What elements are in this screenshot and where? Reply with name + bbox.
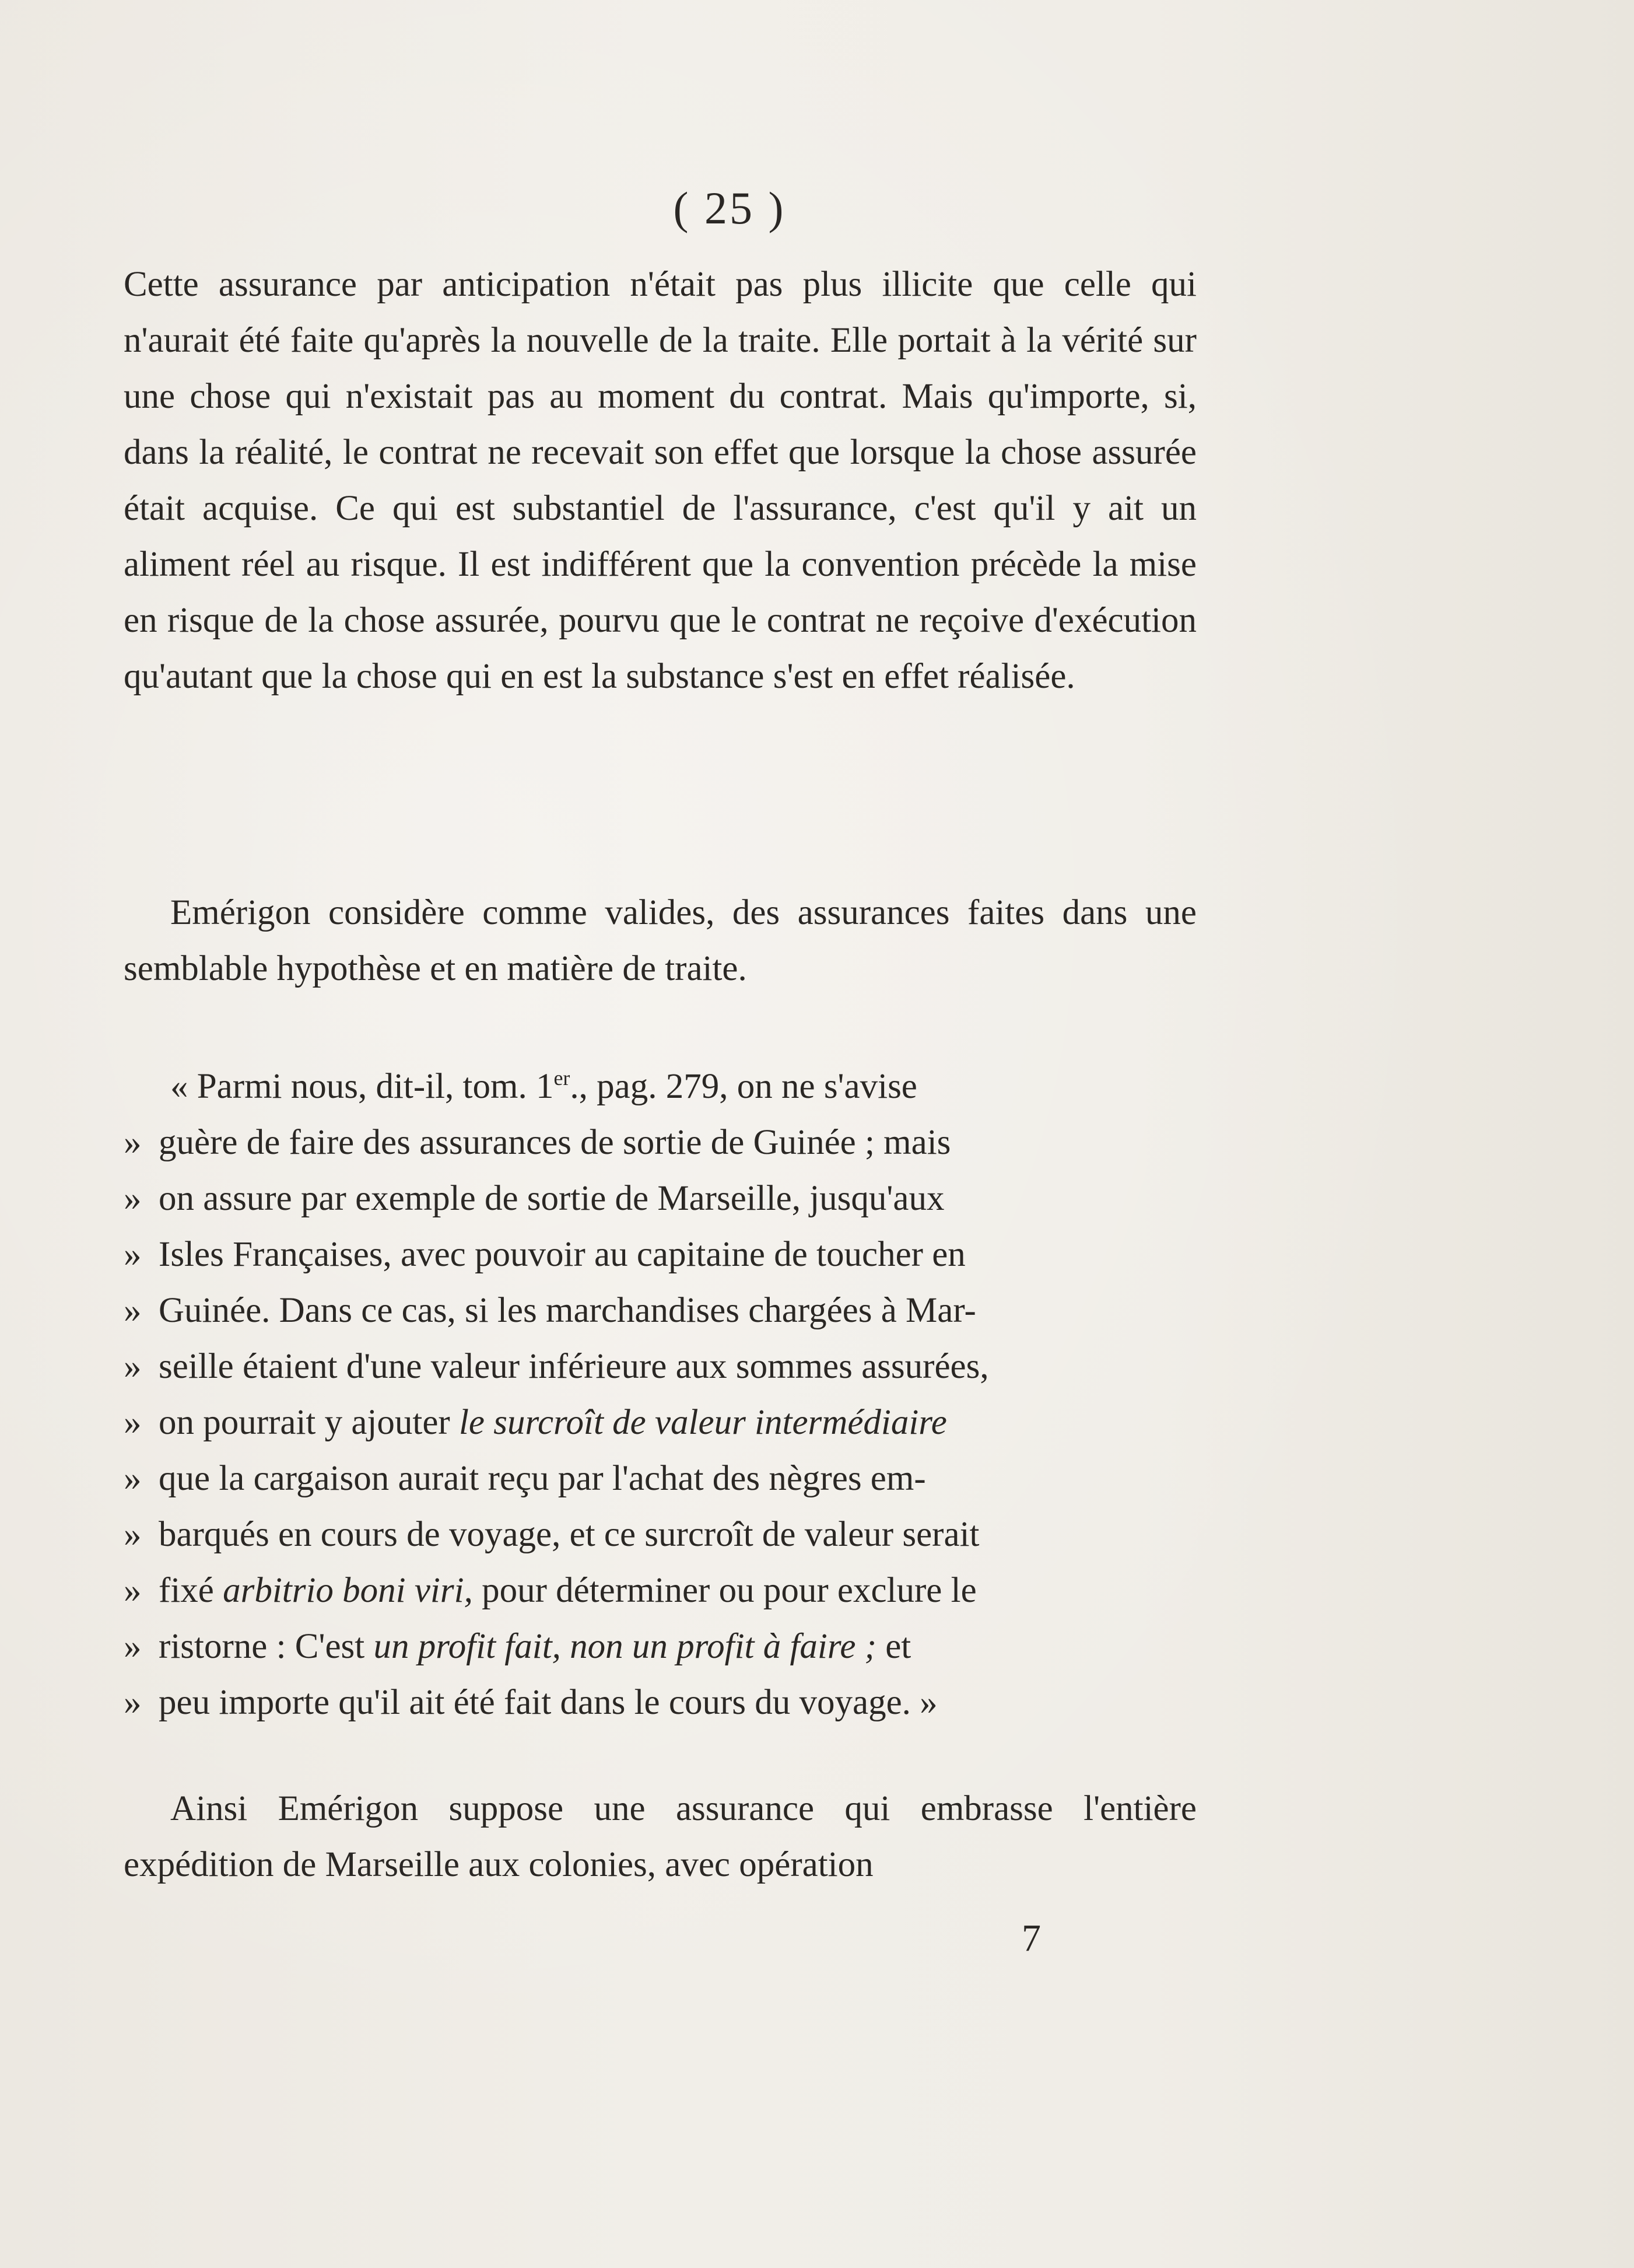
quotation-block (124, 1059, 1197, 1731)
quote-line-3-text: on assure par exemple de sortie de Marseille, jusqu'aux (159, 1179, 945, 1218)
quote-marker: » (124, 1515, 142, 1554)
paragraph-2 (124, 885, 1197, 997)
quote-line-5-text: Guinée. Dans ce cas, si les marchandises chargées à Mar- (159, 1291, 976, 1330)
quote-marker: » (124, 1459, 142, 1498)
quote-marker: » (124, 1403, 142, 1442)
quote-line-11-italic: un profit fait, non un profit à faire ; (373, 1627, 876, 1666)
quote-line-9-text: barqués en cours de voyage, et ce surcroît de valeur serait (159, 1515, 980, 1554)
paragraph-2-text: Emérigon considère comme valides, des assurances faites dans une semblable hypothèse et en matière de traite. (124, 893, 1197, 988)
page-header (0, 183, 1634, 233)
quote-line-12 (124, 1675, 1197, 1731)
quote-line-11 (124, 1619, 1197, 1675)
quote-line-1-a: « Parmi nous, dit-il, tom. 1 (170, 1067, 554, 1106)
quote-marker: » (124, 1683, 142, 1722)
quote-line-10-italic: arbitrio boni viri, (223, 1571, 473, 1610)
quote-line-4-text: Isles Françaises, avec pouvoir au capitaine de toucher en (159, 1235, 966, 1274)
quote-line-8 (124, 1451, 1197, 1507)
quote-line-1 (124, 1059, 1197, 1115)
quote-line-8-text: que la cargaison aurait reçu par l'achat des nègres em- (159, 1459, 926, 1498)
quote-line-10 (124, 1563, 1197, 1619)
paragraph-1-text: Cette assurance par anticipation n'était pas plus illicite que celle qui n'aurait été faite qu'après la nouvelle de la traite. Elle portait à la vérité sur une chose qui n'existait pas au moment du contrat. Mais qu'importe, si, dans la réalité, le contrat ne recevait son effet que lorsque la chose assurée était acquise. Ce qui est substantiel de l'assurance, c'est qu'il y ait un aliment réel au risque. Il est indifférent que la convention précède la mise en risque de la chose assurée, pourvu que le contrat ne reçoive d'exécution qu'autant que la chose qui en est la substance s'est en effet réalisée. (124, 265, 1197, 696)
quote-line-6 (124, 1339, 1197, 1395)
signature-mark: 7 (1022, 1917, 1041, 1959)
quote-line-3 (124, 1171, 1197, 1227)
quote-marker: » (124, 1347, 142, 1386)
quote-marker: » (124, 1179, 142, 1218)
quote-line-2 (124, 1115, 1197, 1171)
quote-line-9 (124, 1507, 1197, 1563)
quote-line-1-b: ., pag. 279, on ne s'avise (570, 1067, 917, 1106)
quote-marker: » (124, 1571, 142, 1610)
quote-line-11-b: et (876, 1627, 911, 1666)
quote-line-10-b: pour déterminer ou pour exclure le (472, 1571, 977, 1610)
quote-marker: » (124, 1123, 142, 1162)
quote-line-6-text: seille étaient d'une valeur inférieure aux sommes assurées, (159, 1347, 989, 1386)
paragraph-1 (124, 257, 1197, 705)
quote-line-7-a: on pourrait y ajouter (159, 1403, 459, 1442)
paragraph-4 (124, 1781, 1197, 1893)
quote-marker: » (124, 1627, 142, 1666)
quote-line-1-sup: er (553, 1066, 570, 1090)
quote-line-7-italic: le surcroît de valeur intermédiaire (458, 1403, 947, 1442)
quote-line-12-text: peu importe qu'il ait été fait dans le cours du voyage. » (159, 1683, 938, 1722)
quote-line-5 (124, 1283, 1197, 1339)
page-number: ( 25 ) (673, 183, 786, 233)
quote-line-11-a: ristorne : C'est (159, 1627, 374, 1666)
quote-line-2-text: guère de faire des assurances de sortie de Guinée ; mais (159, 1123, 951, 1162)
quote-marker: » (124, 1235, 142, 1274)
quote-line-7 (124, 1395, 1197, 1451)
quote-line-10-a: fixé (159, 1571, 223, 1610)
paragraph-4-text: Ainsi Emérigon suppose une assurance qui embrasse l'entière expédition de Marseille aux colonies, avec opération (124, 1789, 1197, 1884)
quote-line-4 (124, 1227, 1197, 1283)
quote-marker: » (124, 1291, 142, 1330)
